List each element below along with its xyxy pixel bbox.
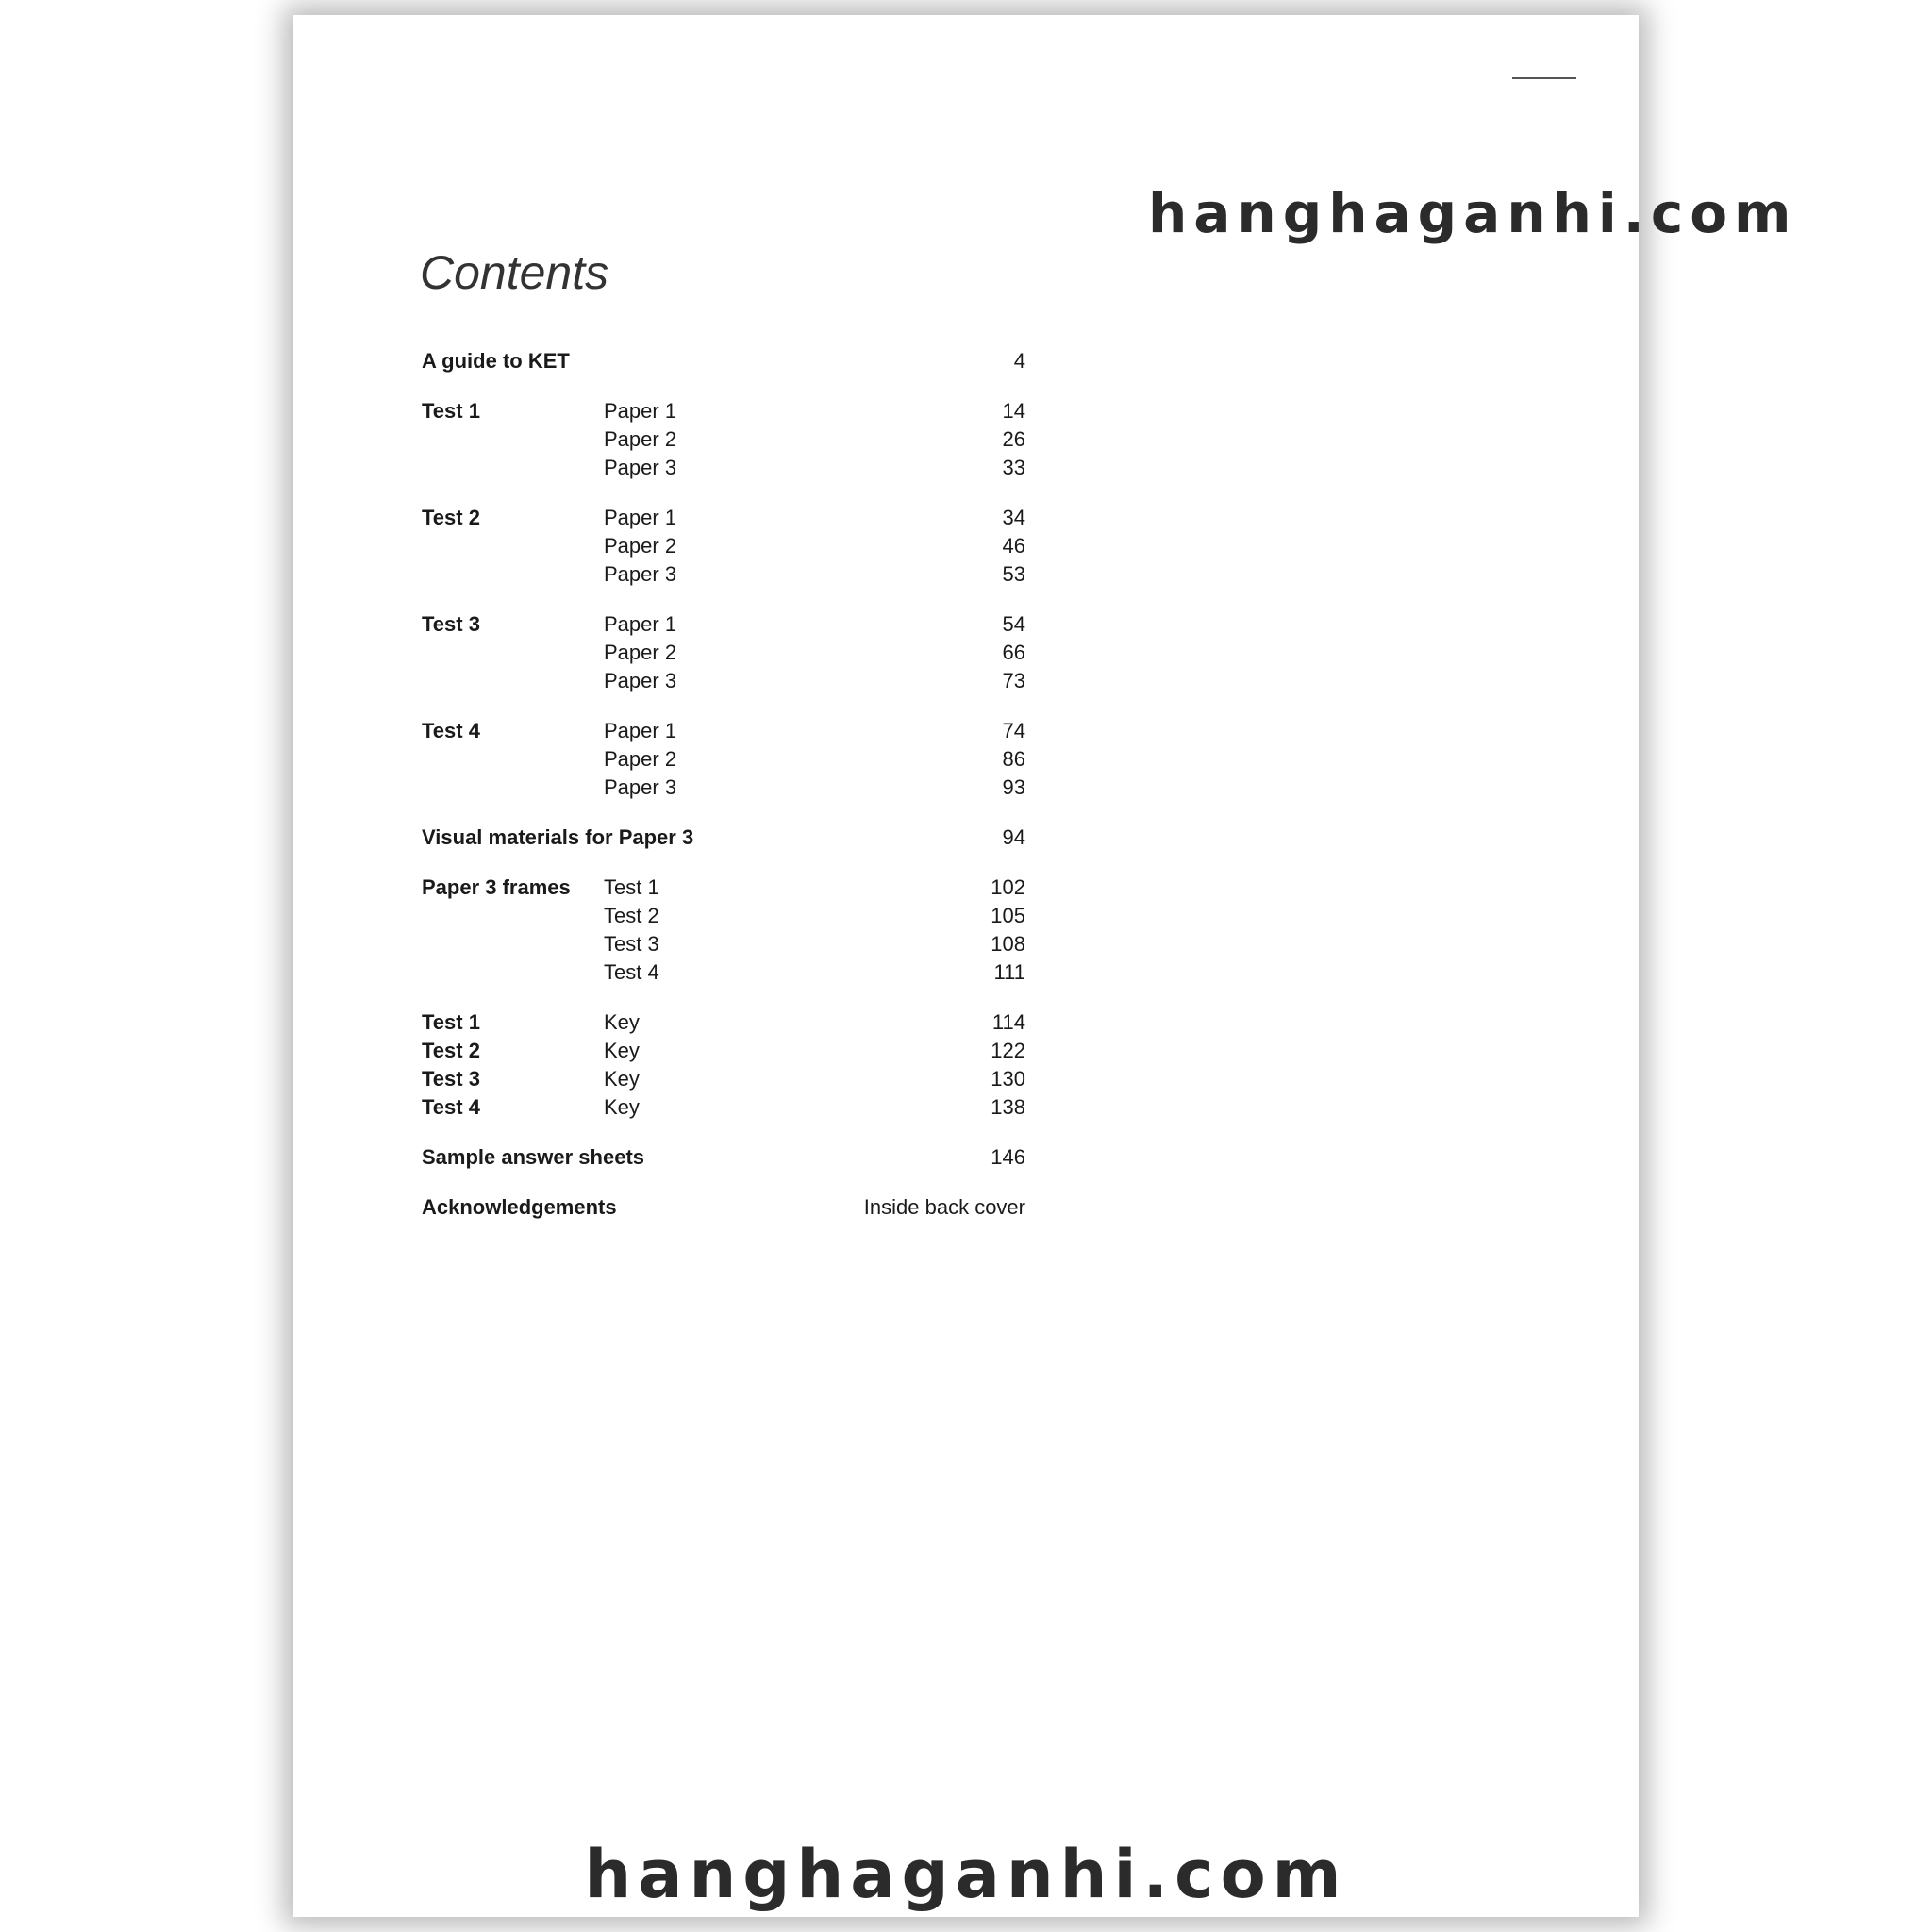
- toc-page-number: Inside back cover: [863, 1195, 1025, 1219]
- page-title: Contents: [420, 246, 609, 299]
- toc-page-number: 94: [1002, 825, 1025, 849]
- toc-page-number: 33: [1002, 456, 1025, 479]
- toc-entry: [422, 347, 1025, 375]
- toc-group: [422, 1143, 1025, 1172]
- toc-subsection-label: Paper 3: [604, 669, 677, 692]
- toc-subsection-label: Test 1: [604, 875, 659, 899]
- document-page: [293, 15, 1798, 1917]
- toc-section-label: Test 4: [422, 719, 480, 742]
- toc-group: [422, 610, 1025, 695]
- toc-section-label: Test 2: [422, 506, 480, 529]
- toc-group: [422, 397, 1025, 482]
- toc-subsection-label: Paper 2: [604, 534, 677, 558]
- toc-page-number: 54: [1002, 612, 1025, 636]
- toc-subsection-label: Paper 2: [604, 641, 677, 664]
- toc-entry: [422, 824, 1025, 852]
- toc-group: [422, 504, 1025, 589]
- toc-entry: [422, 667, 1025, 695]
- toc-entry: [422, 1193, 1025, 1222]
- toc-section-label: Acknowledgements: [422, 1195, 617, 1219]
- toc-entry: [422, 930, 1025, 958]
- toc-page-number: 53: [1002, 562, 1025, 586]
- toc-subsection-label: Paper 1: [604, 719, 677, 742]
- toc-page-number: 138: [991, 1095, 1025, 1119]
- toc-subsection-label: Paper 1: [604, 506, 677, 529]
- toc-section-label: Test 2: [422, 1039, 480, 1062]
- toc-entry: [422, 874, 1025, 902]
- toc-subsection-label: Paper 2: [604, 427, 677, 451]
- toc-subsection-label: Key: [604, 1010, 640, 1034]
- toc-entry: [422, 1143, 1025, 1172]
- toc-entry: [422, 1065, 1025, 1093]
- toc-section-label: Test 3: [422, 612, 480, 636]
- toc-entry: [422, 397, 1025, 425]
- toc-page-number: 73: [1002, 669, 1025, 692]
- toc-section-label: Visual materials for Paper 3: [422, 825, 694, 849]
- toc-section-label: Paper 3 frames: [422, 875, 571, 899]
- toc-section-label: Test 1: [422, 1010, 480, 1034]
- toc-section-label: Test 1: [422, 399, 480, 423]
- toc-page-number: 122: [991, 1039, 1025, 1062]
- watermark-bottom: hanghaganhi.com: [584, 1836, 1348, 1913]
- toc-entry: [422, 1008, 1025, 1037]
- toc-entry: [422, 1037, 1025, 1065]
- toc-page-number: 111: [993, 960, 1025, 984]
- toc-page-number: 4: [1013, 349, 1025, 373]
- toc-page-number: 46: [1002, 534, 1025, 558]
- toc-group: [422, 347, 1025, 375]
- toc-group: [422, 874, 1025, 987]
- toc-entry: [422, 745, 1025, 774]
- toc-group: [422, 1008, 1025, 1122]
- toc-page-number: 102: [991, 875, 1025, 899]
- toc-entry: [422, 532, 1025, 560]
- toc-section-label: Sample answer sheets: [422, 1145, 645, 1169]
- toc-page-number: 108: [991, 932, 1025, 956]
- toc-subsection-label: Test 4: [604, 960, 659, 984]
- toc-page-number: 14: [1002, 399, 1025, 423]
- toc-subsection-label: Test 3: [604, 932, 659, 956]
- toc-group: [422, 1193, 1025, 1222]
- toc-entry: [422, 958, 1025, 987]
- toc-entry: [422, 902, 1025, 930]
- corner-rule: [1512, 77, 1576, 79]
- toc-section-label: A guide to KET: [422, 349, 570, 373]
- toc-subsection-label: Paper 3: [604, 456, 677, 479]
- toc-page-number: 146: [991, 1145, 1025, 1169]
- toc-subsection-label: Key: [604, 1067, 640, 1091]
- toc-group: [422, 717, 1025, 802]
- toc-entry: [422, 610, 1025, 639]
- toc-section-label: Test 4: [422, 1095, 480, 1119]
- toc-entry: [422, 454, 1025, 482]
- toc-subsection-label: Paper 3: [604, 562, 677, 586]
- toc-page-number: 130: [991, 1067, 1025, 1091]
- toc-subsection-label: Paper 2: [604, 747, 677, 771]
- toc-subsection-label: Key: [604, 1039, 640, 1062]
- toc-page-number: 66: [1002, 641, 1025, 664]
- toc-page-number: 86: [1002, 747, 1025, 771]
- toc-entry: [422, 717, 1025, 745]
- table-of-contents: [422, 347, 1025, 1243]
- watermark-top: hanghaganhi.com: [1148, 181, 1798, 245]
- toc-entry: [422, 774, 1025, 802]
- toc-page-number: 114: [991, 1010, 1025, 1034]
- toc-page-number: 74: [1002, 719, 1025, 742]
- toc-page-number: 93: [1002, 775, 1025, 799]
- toc-subsection-label: Key: [604, 1095, 640, 1119]
- toc-entry: [422, 425, 1025, 454]
- toc-page-number: 34: [1002, 506, 1025, 529]
- toc-group: [422, 824, 1025, 852]
- toc-subsection-label: Paper 3: [604, 775, 677, 799]
- toc-entry: [422, 560, 1025, 589]
- toc-subsection-label: Paper 1: [604, 399, 677, 423]
- toc-subsection-label: Paper 1: [604, 612, 677, 636]
- toc-entry: [422, 639, 1025, 667]
- toc-entry: [422, 504, 1025, 532]
- toc-subsection-label: Test 2: [604, 904, 659, 927]
- toc-page-number: 105: [991, 904, 1025, 927]
- toc-page-number: 26: [1002, 427, 1025, 451]
- toc-entry: [422, 1093, 1025, 1122]
- toc-section-label: Test 3: [422, 1067, 480, 1091]
